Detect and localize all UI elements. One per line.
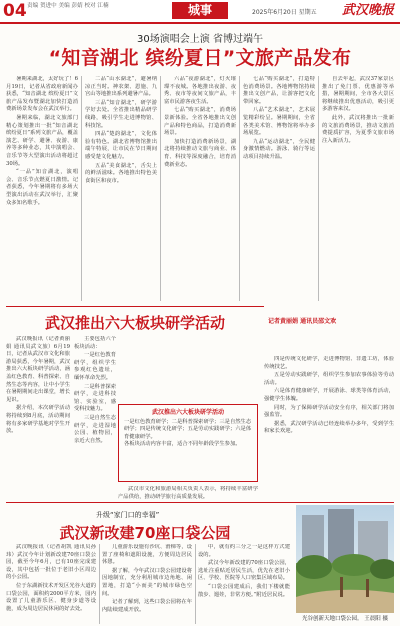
story1-column-2 — [85, 76, 157, 301]
paragraph: 同时，为了保障研学活动安全有序，相关部门将加强监管。 — [264, 404, 394, 419]
paragraph: “一品”知音湖北，演唱会、音乐节点燃夏日激情。记者获悉，今年暑期将有多场大型演出活动在武汉举行，汇聚众多知名歌手。 — [6, 169, 78, 206]
paragraph: 儿童游乐设施有沙坑、滑梯等，设置了座椅和遮阳设施，方便周边居民休憩。 — [102, 544, 192, 566]
paragraph: 据介绍，本次研学活动将持续到8月底，活动期间将有多家研学基地对学生开放。 — [6, 405, 70, 435]
paragraph: 九品“运动湖北”，全民健身激情燃动。游泳、骑行等运动项目持续升温。 — [243, 138, 315, 160]
column-divider — [99, 544, 100, 624]
photo-caption: 光谷创新天地口袋公园。 王晨阳 摄 — [302, 616, 388, 622]
paragraph: 四品“楚韵湖北”，文化体验有特色。湖北省博物馆推出端午特展，让市民在节日期间感受楚文化魅力。 — [85, 131, 157, 160]
paragraph: 中，就有约三分之一是这样方式建设的。 — [198, 544, 290, 558]
paragraph: 主要包括六个板块活动： — [74, 336, 116, 350]
page-header — [0, 0, 400, 24]
paragraph: 一是红色教育研学，组织学生参观红色遗址，缅怀革命先烈。 — [74, 352, 116, 381]
paragraph: 五品“美食湖北”，舌尖上的鲜活滋味。各地推出特色美食街区和夜市。 — [85, 162, 157, 184]
paragraph: 六品“夜游湖北”，灯火璀璨不夜城。各地推出夜游、夜秀、夜市等夜间文旅产品，丰富市民游客夜生活。 — [164, 76, 236, 105]
column-divider — [318, 76, 319, 301]
newspaper-logo: 武汉晚报 — [342, 3, 395, 18]
column-divider — [195, 544, 196, 624]
story1-column-5 — [322, 76, 394, 314]
section-rule — [6, 502, 394, 503]
sidebar-box-title: 武汉推出六大板块研学活动 — [151, 409, 224, 416]
story3-column-3 — [198, 544, 290, 624]
paragraph: 二是科普探索研学，走进科技馆、实验室，感受科技魅力。 — [74, 383, 116, 413]
story1-column-4 — [243, 76, 315, 301]
paragraph: 八品“艺术湖北”，艺术展览精彩纷呈。暑期期间，全省各类美术馆、博物馆将举办多场展览。 — [243, 107, 315, 137]
paragraph: 三品“知音湖北”，研学游学好去处。全省推出精品研学线路，吸引学生走进博物馆、科技馆。 — [85, 99, 157, 129]
paragraph: 武汉市文化和旅游局相关负责人表示，将持续丰富研学产品供给，推动研学旅行高质量发展。 — [118, 486, 258, 500]
story3-column-1 — [6, 544, 96, 624]
paragraph: 自去年起，武汉37家景区推出了免门票、优惠游等举措，暑期期间，全市各大景区将继续推出优惠活动，吸引更多游客来汉。 — [322, 76, 394, 113]
paragraph: 武汉今年新改建的70座口袋公园，选址注重贴近居民生活，优先在老旧小区、学校、医院等人口密集区域布局。 — [198, 560, 290, 582]
section-label: 城事 — [172, 2, 228, 19]
story3-kicker: 升级“家门口的幸福” — [96, 511, 160, 519]
story1-column-3 — [164, 76, 236, 301]
paragraph: 加快打造消费新场景，湖北将持续推动文旅与商业、体育、科技等深度融合，培育消费新业态。 — [164, 138, 236, 168]
paragraph: 一是红色教育研学；二是科普探索研学；三是自然生态研学；四是传统文化研学；五是劳动实践研学；六是体育健康研学。 — [124, 418, 252, 440]
issue-date: 2025年6月20日 星期五 — [252, 9, 317, 16]
story1-column-1 — [6, 76, 78, 301]
column-divider — [81, 76, 82, 301]
paragraph: 此外，武汉将推出一批新的文旅消费场景，推动文旅消费提质扩容，为夏季文旅市场注入新活力。 — [322, 114, 394, 144]
editors-line: 责编 贺进中 美编 彭婧 校对 江楠 — [27, 3, 109, 9]
paragraph: 二品“山水湖北”，避暑纳凉正当时。神农架、恩施、九宫山等地推出系列避暑产品。 — [85, 76, 157, 98]
story2-column-2 — [74, 336, 116, 496]
story2-headline: 武汉推出六大板块研学活动 — [44, 314, 225, 332]
paragraph: 武汉晚报讯（记者黄丽娟 通讯员武文旅）6月19日，记者从武汉市文化和旅游局获悉，今年暑期，武汉推出六大板块研学活动，涵盖红色教育、科普探索、自然生态等内容，让中小学生在暑期期间走出课堂，增长见识。 — [6, 336, 70, 403]
story2-column-4 — [264, 356, 394, 496]
story3-headline: 武汉新改建70座口袋公园 — [59, 524, 231, 542]
paragraph: 各板块活动内容丰富，适合不同年龄段学生参加。 — [124, 441, 241, 448]
paragraph: “口袋公园建成后，我们下楼就能散步、遛娃，非常方便。”附近居民说。 — [198, 583, 290, 598]
paragraph: 四是传统文化研学，走进博物馆、非遗工坊，体验传统技艺。 — [264, 356, 394, 370]
story1-kicker: 30场演唱会上演 省博过端午 — [137, 34, 263, 45]
page-number: 04 — [3, 1, 27, 21]
story3-column-2 — [102, 544, 192, 624]
paragraph: 六是体育健康研学，开展游泳、球类等体育活动，强健学生体魄。 — [264, 388, 394, 402]
paragraph: 据悉，武汉研学活动已经连续举办多年，受到学生和家长欢迎。 — [264, 420, 394, 435]
paragraph: 位于东湖新技术开发区光谷大道的口袋公园，面积约2000平方米，园内设置了儿童游乐区、健身步道等设施，成为周边居民休闲的好去处。 — [6, 582, 96, 612]
column-divider — [239, 76, 240, 301]
park-photo — [296, 505, 394, 613]
story2-column-1 — [6, 336, 70, 496]
paragraph: 五是劳动实践研学，组织学生参加农事体验等劳动活动。 — [264, 372, 394, 386]
paragraph: 暑期来湖北，太好玩了！6月19日，记者从省政府新闻办获悉，“知音湖北 缤纷夏日”文旅产品发布暨湖北加快打造消费新场景发布会在武汉举行。 — [6, 76, 78, 113]
paragraph: 据了解，今年武汉口袋公园建设将因地制宜，充分利用城市边角地、闲置地，打造“小而美”的城市绿色空间。 — [102, 567, 192, 597]
paragraph: 七品“购买湖北”，消费场景新体验。全省各地推出文创产品和特色商品，打造消费新场景。 — [164, 107, 236, 137]
column-divider — [160, 76, 161, 301]
reporter-byline: 记者黄丽娟 通讯员邵文欢 — [268, 318, 337, 325]
park-photo-image — [296, 505, 394, 613]
story1-headline: “知音湖北 缤纷夏日”文旅产品发布 — [48, 47, 352, 69]
paragraph: 三是自然生态研学，走进湿地公园、植物园，亲近大自然。 — [74, 414, 116, 444]
paragraph: 七品“购买湖北”，打造特色消费场景。各地博物馆持续推出文创产品，让游客把文化带回家。 — [243, 76, 315, 105]
paragraph: 记者了解到，这些口袋公园将在年内陆续建成开放。 — [102, 599, 192, 613]
sidebar-box — [118, 404, 258, 482]
section-rule — [6, 306, 264, 307]
paragraph: 武汉晚报讯（记者胡凯 通讯员孙玮）武汉今年计划新改建70座口袋公园，截至今年6月，已有10座完成建设，其中包括一批位于老旧小区周边的小公园。 — [6, 544, 96, 581]
paragraph: 暑期来临，湖北文旅部门精心策划推出一批“知音湖北 缤纷夏日”系列文旅产品，覆盖演艺、研学、避暑、夜游、康养等多种业态，其中演唱会、音乐节等大型演出活动将超过30场。 — [6, 114, 78, 167]
